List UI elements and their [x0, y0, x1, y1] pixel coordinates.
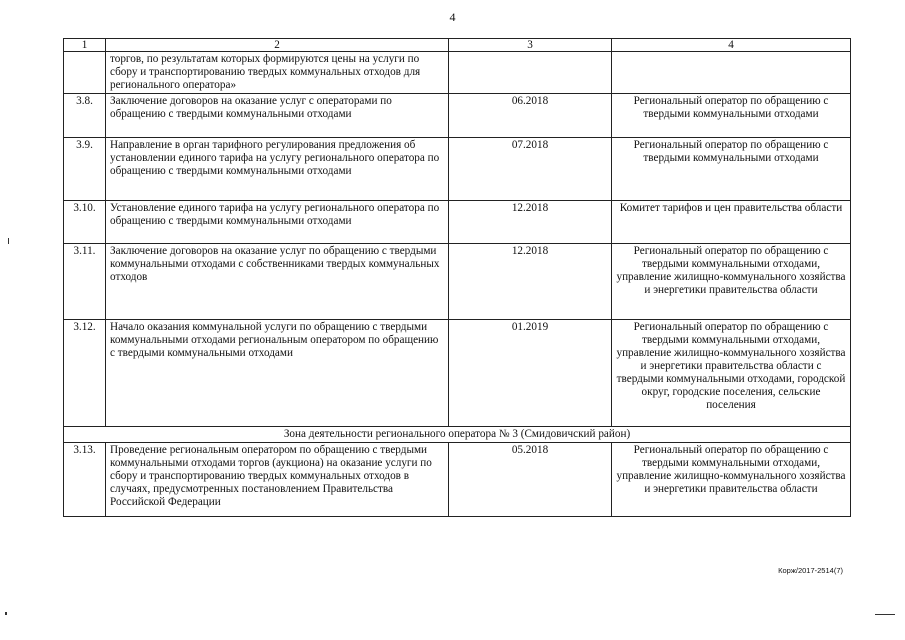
row-responsible: Региональный оператор по обращению с твердыми коммунальными отходами, управление жилищно-коммунального хозяйства и энергетики правительства области	[612, 244, 851, 320]
row-number: 3.8.	[64, 94, 106, 138]
table-row	[64, 52, 851, 94]
table-header-row	[64, 39, 851, 52]
row-date	[449, 52, 612, 94]
row-responsible: Региональный оператор по обращению с твердыми коммунальными отходами	[612, 94, 851, 138]
row-text: Начало оказания коммунальной услуги по обращению с твердыми коммунальными отходами региональным оператором по обращению с твердыми коммунальными отходами	[106, 320, 449, 427]
table-row	[64, 244, 851, 320]
header-col-4: 4	[612, 39, 851, 52]
scan-mark	[5, 612, 7, 615]
row-number: 3.9.	[64, 138, 106, 201]
row-number: 3.11.	[64, 244, 106, 320]
row-responsible: Региональный оператор по обращению с твердыми коммунальными отходами, управление жилищно-коммунального хозяйства и энергетики правительства области	[612, 443, 851, 517]
row-number: 3.10.	[64, 201, 106, 244]
row-text: Направление в орган тарифного регулирования предложения об установлении единого тарифа на услугу регионального оператора по обращению с твердыми коммунальными отходами	[106, 138, 449, 201]
row-date: 05.2018	[449, 443, 612, 517]
row-number	[64, 52, 106, 94]
table-row	[64, 138, 851, 201]
row-text: Заключение договоров на оказание услуг с операторами по обращению с твердыми коммунальными отходами	[106, 94, 449, 138]
zone-row	[64, 427, 851, 443]
row-responsible: Региональный оператор по обращению с твердыми коммунальными отходами	[612, 138, 851, 201]
table-row	[64, 201, 851, 244]
row-responsible: Комитет тарифов и цен правительства области	[612, 201, 851, 244]
header-col-3: 3	[449, 39, 612, 52]
row-text: Установление единого тарифа на услугу регионального оператора по обращению с твердыми коммунальными отходами	[106, 201, 449, 244]
zone-title: Зона деятельности регионального оператора № 3 (Смидовичский район)	[64, 427, 851, 443]
row-responsible: Региональный оператор по обращению с твердыми коммунальными отходами, управление жилищно-коммунального хозяйства и энергетики правительства области с твердыми коммунальными отходами, городской округ, городские поселения, сельские поселения	[612, 320, 851, 427]
header-col-2: 2	[106, 39, 449, 52]
row-number: 3.13.	[64, 443, 106, 517]
row-date: 12.2018	[449, 244, 612, 320]
row-date: 12.2018	[449, 201, 612, 244]
row-date: 06.2018	[449, 94, 612, 138]
table-row	[64, 443, 851, 517]
scan-mark	[875, 614, 895, 615]
plan-table	[63, 38, 851, 517]
row-text: Заключение договоров на оказание услуг по обращению с твердыми коммунальными отходами с собственниками твердых коммунальных отходов	[106, 244, 449, 320]
header-col-1: 1	[64, 39, 106, 52]
table-row	[64, 94, 851, 138]
table-row	[64, 320, 851, 427]
row-responsible	[612, 52, 851, 94]
document-code: Корж/2017-2514(7)	[778, 566, 843, 575]
row-text: торгов, по результатам которых формируются цены на услуги по сбору и транспортированию твердых коммунальных отходов для регионального оператора»	[106, 52, 449, 94]
row-text: Проведение региональным оператором по обращению с твердыми коммунальными отходами торгов (аукциона) на оказание услуги по сбору и транспортированию твердых коммунальных отходов в случаях, предусмотренных постановлением Правительства Российской Федерации	[106, 443, 449, 517]
scan-mark	[8, 238, 9, 244]
row-number: 3.12.	[64, 320, 106, 427]
row-date: 01.2019	[449, 320, 612, 427]
page-number: 4	[449, 10, 456, 24]
row-date: 07.2018	[449, 138, 612, 201]
